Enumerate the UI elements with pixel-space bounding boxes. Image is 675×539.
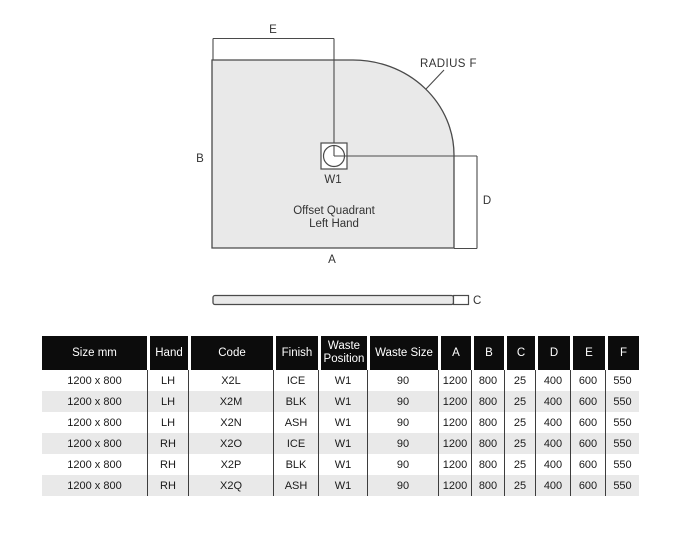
column-header: Waste Size <box>367 336 438 370</box>
column-header: Waste Position <box>318 336 367 370</box>
table-cell: 1200 x 800 <box>67 437 122 450</box>
table-cell: 600 <box>570 370 605 391</box>
table-cell: ASH <box>273 475 318 496</box>
table-cell: 25 <box>504 370 535 391</box>
table-cell: LH <box>147 370 188 391</box>
dim-a-label: A <box>328 254 336 266</box>
table-cell: 550 <box>605 433 639 454</box>
table-cell: W1 <box>318 412 367 433</box>
table-cell: 25 <box>504 391 535 412</box>
radius-leader-line <box>426 70 444 89</box>
table-cell: 400 <box>535 391 570 412</box>
table-cell: 25 <box>504 433 535 454</box>
column-header: Size mm <box>42 336 147 370</box>
table-cell: 800 <box>471 391 504 412</box>
table-cell: 550 <box>605 370 639 391</box>
dim-c-label: C <box>473 295 482 307</box>
table-cell: ICE <box>273 433 318 454</box>
table-cell: X2L <box>188 370 273 391</box>
column-header: Finish <box>273 336 318 370</box>
table-cell: 90 <box>367 370 438 391</box>
table-cell: W1 <box>318 433 367 454</box>
table-cell: 1200 x 800 <box>67 395 122 408</box>
table-cell: 800 <box>471 433 504 454</box>
table-row <box>42 412 639 433</box>
dimensions-table <box>42 336 639 496</box>
table-cell: 1200 <box>438 412 471 433</box>
table-cell: 400 <box>535 475 570 496</box>
caption-line1: Offset Quadrant <box>293 205 375 217</box>
column-header: A <box>438 336 471 370</box>
caption-line2: Left Hand <box>309 218 359 230</box>
table-cell: RH <box>147 475 188 496</box>
table-cell: RH <box>147 454 188 475</box>
table-body <box>42 370 639 496</box>
profile-bar-end <box>454 296 469 305</box>
column-header: B <box>471 336 504 370</box>
table-cell: ASH <box>273 412 318 433</box>
table-cell: W1 <box>318 370 367 391</box>
table-cell: ICE <box>273 370 318 391</box>
table-cell: 400 <box>535 454 570 475</box>
table-cell: X2N <box>188 412 273 433</box>
table-cell: 1200 x 800 <box>67 458 122 471</box>
spec-table-section <box>42 336 639 496</box>
table-cell: 1200 <box>438 391 471 412</box>
table-cell: LH <box>147 412 188 433</box>
table-cell: 1200 x 800 <box>67 479 122 492</box>
table-cell: 800 <box>471 412 504 433</box>
column-header: E <box>570 336 605 370</box>
column-header: Hand <box>147 336 188 370</box>
table-cell: BLK <box>273 391 318 412</box>
table-cell: 550 <box>605 454 639 475</box>
column-header: D <box>535 336 570 370</box>
table-cell: 25 <box>504 412 535 433</box>
table-cell: 550 <box>605 475 639 496</box>
table-cell: 800 <box>471 454 504 475</box>
table-cell: 25 <box>504 454 535 475</box>
table-cell: 550 <box>605 412 639 433</box>
table-cell: X2Q <box>188 475 273 496</box>
table-row <box>42 391 639 412</box>
table-header-row <box>42 336 639 370</box>
table-cell: W1 <box>318 454 367 475</box>
table-cell: W1 <box>318 391 367 412</box>
table-cell: BLK <box>273 454 318 475</box>
dim-e-label: E <box>269 24 277 36</box>
column-header: C <box>504 336 535 370</box>
table-cell: 550 <box>605 391 639 412</box>
table-cell: X2O <box>188 433 273 454</box>
table-row <box>42 475 639 496</box>
table-cell: 1200 <box>438 433 471 454</box>
table-cell: X2M <box>188 391 273 412</box>
table-cell: 90 <box>367 454 438 475</box>
table-cell: 600 <box>570 433 605 454</box>
table-cell: 800 <box>471 370 504 391</box>
dim-d-label: D <box>482 195 492 207</box>
table-cell: 90 <box>367 433 438 454</box>
table-cell: 1200 x 800 <box>67 374 122 387</box>
table-cell: LH <box>147 391 188 412</box>
table-cell: W1 <box>318 475 367 496</box>
table-cell: 90 <box>367 391 438 412</box>
table-cell: 600 <box>570 391 605 412</box>
column-header: F <box>605 336 639 370</box>
table-row <box>42 370 639 391</box>
profile-bar <box>213 296 454 305</box>
table-cell: 400 <box>535 412 570 433</box>
waste-label: W1 <box>324 174 342 186</box>
table-row <box>42 454 639 475</box>
table-cell: 800 <box>471 475 504 496</box>
radius-f-label: RADIUS F <box>420 58 477 70</box>
table-cell: 1200 x 800 <box>67 416 122 429</box>
table-cell: 600 <box>570 475 605 496</box>
table-cell: 90 <box>367 475 438 496</box>
table-cell: 400 <box>535 370 570 391</box>
table-cell: 90 <box>367 412 438 433</box>
table-cell: 600 <box>570 454 605 475</box>
table-cell: X2P <box>188 454 273 475</box>
table-cell: 400 <box>535 433 570 454</box>
column-header: Code <box>188 336 273 370</box>
dim-b-label: B <box>196 153 204 165</box>
table-cell: 25 <box>504 475 535 496</box>
table-cell: 600 <box>570 412 605 433</box>
table-cell: 1200 <box>438 475 471 496</box>
table-cell: 1200 <box>438 454 471 475</box>
table-row <box>42 433 639 454</box>
table-cell: 1200 <box>438 370 471 391</box>
table-cell: RH <box>147 433 188 454</box>
